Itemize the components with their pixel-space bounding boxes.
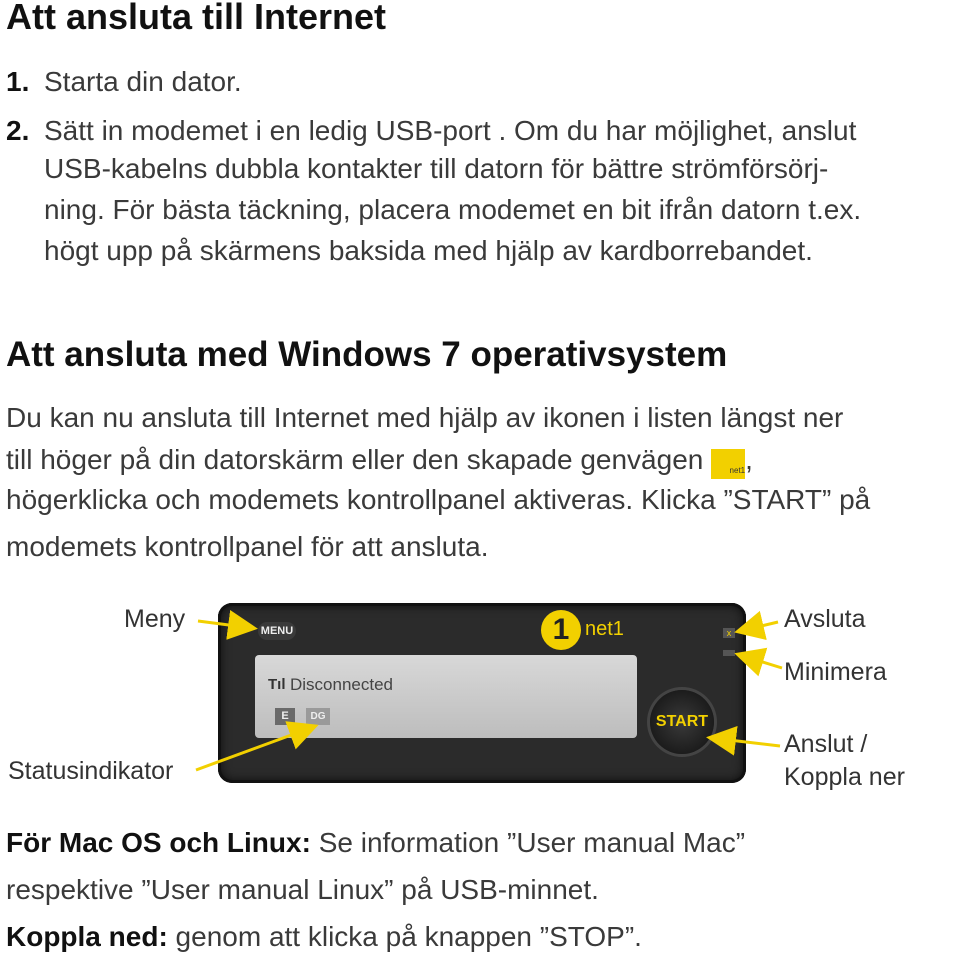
signal-icon: Tıl xyxy=(268,676,286,693)
start-button[interactable]: START xyxy=(650,690,714,754)
step-text: Starta din dator. xyxy=(44,66,242,97)
step-text-line: USB-kabelns dubbla kontakter till datorn för bättre strömförsörj- xyxy=(44,153,829,184)
callout-close: Avsluta xyxy=(784,605,866,633)
callout-connect-1: Anslut / xyxy=(784,730,868,758)
logo-text: net1 xyxy=(585,618,624,640)
arrow-start xyxy=(712,738,780,746)
footer-disconnect-bold: Koppla ned: xyxy=(6,921,168,952)
footer-mac-line xyxy=(6,827,745,859)
status-indicator-dg: DG xyxy=(306,708,330,725)
body-text: till höger på din datorskärm eller den skapade genvägen xyxy=(6,444,704,475)
status-indicator-e: E xyxy=(275,708,295,725)
footer-disconnect-line xyxy=(6,921,642,953)
status-text: Disconnected xyxy=(290,675,394,694)
step-text-line: högt upp på skärmens baksida med hjälp av kardborrebandet. xyxy=(44,235,813,266)
page-title: Att ansluta till Internet xyxy=(6,0,387,37)
body-line: modemets kontrollpanel för att ansluta. xyxy=(6,531,489,562)
body-line: Du kan nu ansluta till Internet med hjälp av ikonen i listen längst ner xyxy=(6,402,844,433)
arrow-status xyxy=(196,727,313,770)
section-heading: Att ansluta med Windows 7 operativsystem xyxy=(6,335,728,374)
body-text: , xyxy=(745,444,753,475)
callout-connect-2: Koppla ner xyxy=(784,763,905,791)
body-line: högerklicka och modemets kontrollpanel aktiveras. Klicka ”START” på xyxy=(6,484,871,515)
callout-status: Statusindikator xyxy=(8,757,174,785)
arrow-menu xyxy=(198,621,252,628)
callout-minimize: Minimera xyxy=(784,658,887,686)
step-number: 2. xyxy=(6,115,30,146)
footer-disconnect-text: genom att klicka på knappen ”STOP”. xyxy=(167,921,642,952)
close-icon[interactable]: x xyxy=(723,628,735,638)
net1-logo-icon: 1 xyxy=(541,610,581,650)
step-number: 1. xyxy=(6,66,30,97)
arrow-minimize xyxy=(740,655,782,668)
menu-button[interactable]: MENU xyxy=(258,622,296,640)
callout-menu: Meny xyxy=(124,605,186,633)
step-text-line: Sätt in modemet i en ledig USB-port . Om du har möjlighet, anslut xyxy=(44,115,857,146)
footer-mac-line-2: respektive ”User manual Linux” på USB-minnet. xyxy=(6,874,599,905)
footer-mac-text: Se information ”User manual Mac” xyxy=(310,827,746,858)
footer-mac-bold: För Mac OS och Linux: xyxy=(6,827,311,858)
arrow-close xyxy=(740,622,778,631)
step-text-line: ning. För bästa täckning, placera modemet en bit ifrån datorn t.ex. xyxy=(44,194,862,225)
shortcut-label: net1 xyxy=(729,466,746,475)
